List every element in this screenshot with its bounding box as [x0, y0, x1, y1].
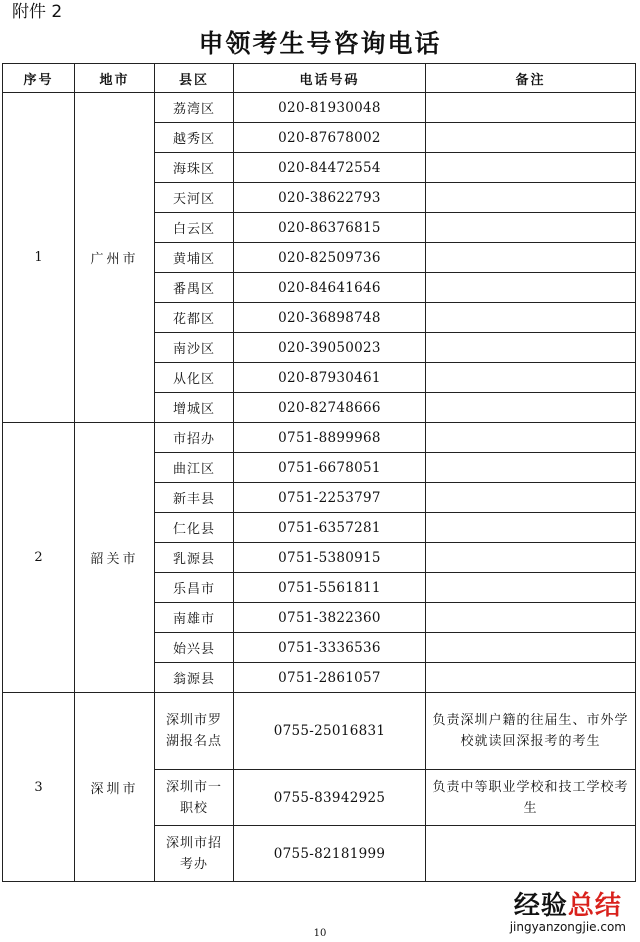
- header-city: 地市: [75, 64, 155, 93]
- phone-cell: 0755-82181999: [234, 826, 426, 882]
- district-cell: 增城区: [155, 393, 234, 423]
- phone-cell: 0751-8899968: [234, 423, 426, 453]
- district-cell: 深圳市招考办: [155, 826, 234, 882]
- phone-cell: 0755-25016831: [234, 693, 426, 770]
- phone-cell: 020-36898748: [234, 303, 426, 333]
- district-cell: 海珠区: [155, 153, 234, 183]
- watermark-url: jingyanzongjie.com: [509, 920, 626, 934]
- note-cell: [426, 513, 636, 543]
- district-cell: 深圳市一职校: [155, 770, 234, 826]
- note-cell: 负责中等职业学校和技工学校考生: [426, 770, 636, 826]
- header-note: 备注: [426, 64, 636, 93]
- group-city: 韶关市: [75, 423, 155, 693]
- district-cell: 南雄市: [155, 603, 234, 633]
- district-cell: 始兴县: [155, 633, 234, 663]
- note-cell: [426, 603, 636, 633]
- district-cell: 仁化县: [155, 513, 234, 543]
- header-phone: 电话号码: [234, 64, 426, 93]
- phone-table: [2, 63, 636, 882]
- table-row: [3, 693, 636, 770]
- phone-cell: 020-81930048: [234, 93, 426, 123]
- note-cell: [426, 273, 636, 303]
- note-cell: [426, 93, 636, 123]
- header-index: 序号: [3, 64, 75, 93]
- phone-cell: 020-39050023: [234, 333, 426, 363]
- district-cell: 乐昌市: [155, 573, 234, 603]
- page-number: 10: [313, 928, 327, 939]
- group-city: 深圳市: [75, 693, 155, 882]
- district-cell: 乳源县: [155, 543, 234, 573]
- note-cell: [426, 633, 636, 663]
- district-cell: 天河区: [155, 183, 234, 213]
- district-cell: 深圳市罗湖报名点: [155, 693, 234, 770]
- phone-cell: 0751-2861057: [234, 663, 426, 693]
- phone-cell: 020-87930461: [234, 363, 426, 393]
- district-cell: 新丰县: [155, 483, 234, 513]
- district-cell: 翁源县: [155, 663, 234, 693]
- group-index: 2: [3, 423, 75, 693]
- note-cell: [426, 303, 636, 333]
- watermark-part2: 总结: [567, 891, 622, 921]
- phone-cell: 0751-5561811: [234, 573, 426, 603]
- note-cell: [426, 363, 636, 393]
- phone-cell: 020-84641646: [234, 273, 426, 303]
- phone-cell: 0751-6357281: [234, 513, 426, 543]
- phone-cell: 020-87678002: [234, 123, 426, 153]
- note-cell: [426, 183, 636, 213]
- watermark-title: [510, 892, 626, 920]
- note-cell: [426, 543, 636, 573]
- district-cell: 黄埔区: [155, 243, 234, 273]
- note-cell: [426, 243, 636, 273]
- phone-cell: 0751-3336536: [234, 633, 426, 663]
- note-cell: [426, 123, 636, 153]
- note-cell: [426, 333, 636, 363]
- phone-cell: 0751-2253797: [234, 483, 426, 513]
- page-title: 申领考生号咨询电话: [198, 29, 442, 58]
- phone-cell: 020-86376815: [234, 213, 426, 243]
- note-cell: [426, 393, 636, 423]
- phone-cell: 020-84472554: [234, 153, 426, 183]
- district-cell: 荔湾区: [155, 93, 234, 123]
- table-row: [3, 93, 636, 123]
- note-cell: [426, 153, 636, 183]
- note-cell: [426, 826, 636, 882]
- table-header-row: [3, 64, 636, 93]
- note-cell: [426, 663, 636, 693]
- note-cell: [426, 573, 636, 603]
- note-cell: [426, 483, 636, 513]
- phone-cell: 020-38622793: [234, 183, 426, 213]
- note-cell: [426, 213, 636, 243]
- district-cell: 白云区: [155, 213, 234, 243]
- district-cell: 花都区: [155, 303, 234, 333]
- district-cell: 曲江区: [155, 453, 234, 483]
- table-row: [3, 423, 636, 453]
- group-index: 3: [3, 693, 75, 882]
- phone-cell: 0751-5380915: [234, 543, 426, 573]
- group-index: 1: [3, 93, 75, 423]
- phone-cell: 020-82748666: [234, 393, 426, 423]
- phone-cell: 0755-83942925: [234, 770, 426, 826]
- phone-cell: 0751-6678051: [234, 453, 426, 483]
- header-district: 县区: [155, 64, 234, 93]
- note-cell: [426, 453, 636, 483]
- district-cell: 南沙区: [155, 333, 234, 363]
- district-cell: 市招办: [155, 423, 234, 453]
- attachment-label: 附件 2: [12, 2, 63, 22]
- district-cell: 番禺区: [155, 273, 234, 303]
- note-cell: [426, 423, 636, 453]
- phone-cell: 0751-3822360: [234, 603, 426, 633]
- watermark-part1: 经验: [513, 891, 568, 921]
- district-cell: 从化区: [155, 363, 234, 393]
- district-cell: 越秀区: [155, 123, 234, 153]
- phone-cell: 020-82509736: [234, 243, 426, 273]
- group-city: 广州市: [75, 93, 155, 423]
- note-cell: 负责深圳户籍的往届生、市外学校就读回深报考的考生: [426, 693, 636, 770]
